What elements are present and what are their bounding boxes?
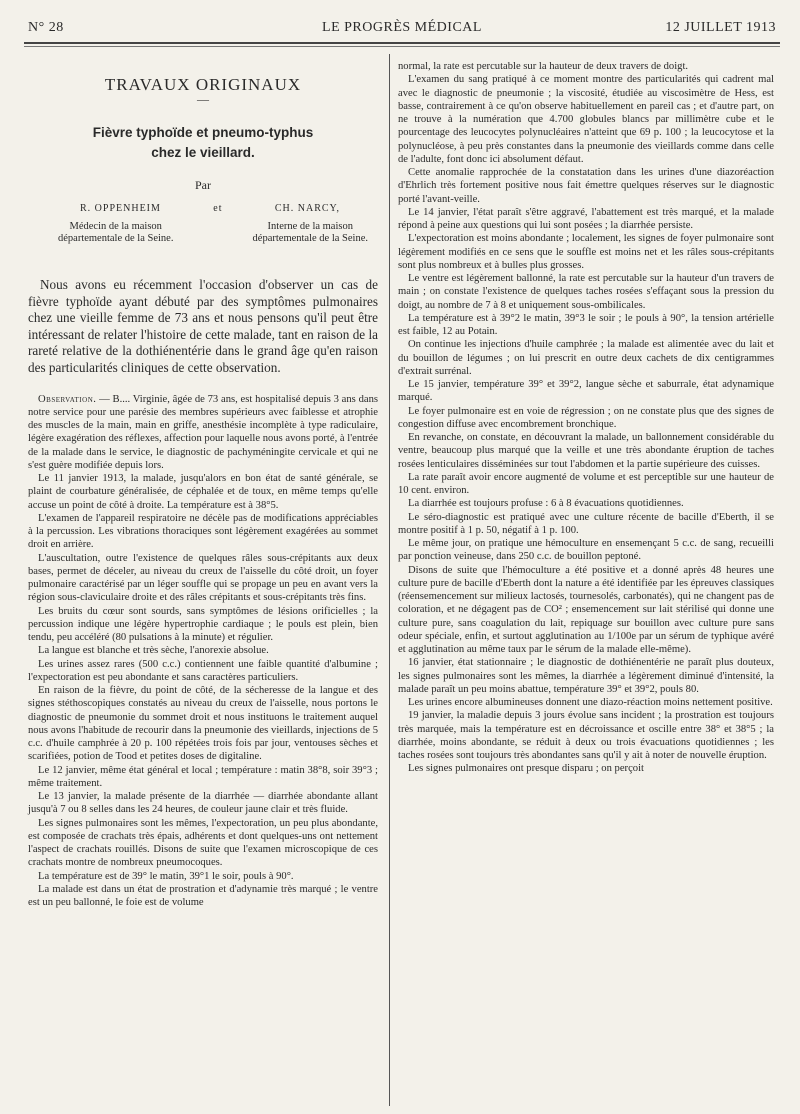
- body-paragraph: 16 janvier, état stationnaire ; le diagnostic de dothiénentérie ne paraît plus douteux, les signes pulmonaires sont les mêmes, la diarrhée a légèrement diminué d'intensité, la malade paraît un peu moins abattue, température 39° et 39°2, pouls 80.: [398, 657, 774, 695]
- body-paragraph: Les urines encore albumineuses donnent une diazo-réaction moins nettement positive.: [408, 697, 773, 708]
- article-title-line1: Fièvre typhoïde et pneumo-typhus: [92, 124, 314, 140]
- body-paragraph: En revanche, on constate, en découvrant la malade, un ballonnement considérable du ventre, beaucoup plus marqué que la veille et une très abondante éruption de taches rosées lenticulaires disséminées sur tout l'abdomen et la partie supérieure des cuisses.: [398, 432, 774, 470]
- body-paragraph: Les signes pulmonaires ont presque disparu ; on perçoit: [408, 763, 644, 775]
- observation-block: [28, 393, 378, 910]
- body-paragraph: Le foyer pulmonaire est en voie de régression ; on ne constate plus que des signes de congestion diffuse avec encombrement bronchique.: [398, 405, 774, 430]
- author-oppenheim: R. OPPENHEIM: [80, 202, 161, 214]
- body-paragraph: La diarrhée est toujours profuse : 6 à 8 évacuations quotidiennes.: [408, 498, 684, 510]
- body-paragraph: Le 12 janvier, même état général et local ; température : matin 38°8, soir 39°3 ; même traitement.: [28, 764, 378, 789]
- affiliation-2-line1: Interne de la maison: [267, 221, 353, 232]
- body-paragraph: La malade est dans un état de prostration et d'adynamie très marqué ; le ventre est un peu ballonné, le foie est de volume: [28, 883, 378, 909]
- article-title-line2: chez le vieillard.: [151, 144, 255, 160]
- header-rule: [24, 42, 780, 47]
- body-paragraph: Les signes pulmonaires sont les mêmes, l'expectoration, un peu plus abondante, est composée de crachats très épais, adhérents et dont quelques-uns ont nettement l'aspect de crachats rouillés. Disons de suite que l'examen microscopique de ces crachats montre de nombreux pneumocoques.: [28, 817, 378, 869]
- body-paragraph: Le même jour, on pratique une hémoculture en ensemençant 5 c.c. de sang, recueilli par ponction veineuse, dans 250 c.c. de bouillon peptoné.: [398, 538, 774, 563]
- byline-par: Par: [195, 177, 211, 192]
- journal-title: LE PROGRÈS MÉDICAL: [322, 20, 482, 35]
- body-paragraph: Le 13 janvier, la malade présente de la diarrhée — diarrhée abondante allant jusqu'à 7 ou 8 selles dans les 24 heures, de couleur jaune clair et très fluide.: [28, 791, 378, 816]
- body-paragraph: L'examen de l'appareil respiratoire ne décèle pas de modifications appréciables à la percussion. Les vibrations thoraciques sont légèrement exagérées au sommet droit en arrière.: [28, 512, 378, 551]
- issue-date: 12 JUILLET 1913: [665, 20, 776, 35]
- body-paragraph: L'auscultation, outre l'existence de quelques râles sous-crépitants aux deux bases, permet de déceler, au niveau du creux de l'aisselle du côté droit, un foyer pulmonaire caractérisé par un léger souffle qui se propage un peu en avant vers la région sous-claviculaire droite et des râles crépitants et sous-crépitants très fins.: [28, 552, 378, 604]
- running-header: [28, 20, 776, 42]
- column-divider: [389, 54, 390, 1106]
- body-paragraph: L'examen du sang pratiqué à ce moment montre des particularités qui cadrent mal avec le diagnostic de pneumonie ; la viscosité, étudiée au viscosimètre de Hess, est basse, contrairement à ce qu'on observe habituellement en pareil cas ; et d'autre part, on ne trouve à la numération que 4.700 globules blancs par millimètre cube et le pourcentage des leucocytes polynucléaires n'atteint que 69 p. 100 ; la leucocytose et la polynucléose, à peu près constantes dans la pneumonie des vieillards comme dans celle de l'adulte, font donc ici absolument défaut.: [398, 74, 774, 165]
- issue-number: N° 28: [28, 20, 64, 35]
- affiliation-1-line1: Médecin de la maison: [69, 221, 162, 232]
- body-paragraph: Cette anomalie rapprochée de la constatation dans les urines d'une diazoréaction d'Ehrlich très fortement positive nous fait émettre quelques réserves sur le diagnostic porté l'avant-veille.: [398, 167, 774, 205]
- affiliation-1: [58, 221, 173, 245]
- observation-paragraph: [28, 393, 378, 473]
- body-paragraph: La rate paraît avoir encore augmenté de volume et est perceptible sur une hauteur de 10 cent. environ.: [398, 471, 774, 496]
- body-paragraph: Le 11 janvier 1913, la malade, jusqu'alors en bon état de santé générale, se plaint de courbature généralisée, de céphalée et de toux, en même temps qu'elle accuse un point de côté à droite. La température est à 38°5.: [28, 473, 378, 511]
- body-paragraph: Le 14 janvier, l'état paraît s'être aggravé, l'abattement est très marqué, et la malade répond à peine aux questions qui lui sont posées ; la diarrhée persiste.: [398, 206, 774, 231]
- observation-text: — B.... Virginie, âgée de 73 ans, est hospitalisé depuis 3 ans dans notre service pour une parésie des membres supérieurs avec faiblesse et atrophie des muscles de la main, main en griffe, anesthésie incomplète à type radiculaire, légère exagération des réflexes, affection pour laquelle nous avons porté, à l'entrée de la malade dans le service, le diagnostic de pachyméningite cervicale et qui ne s'est guère modifiée depuis lors.: [28, 393, 378, 471]
- affiliation-1-line2: départementale de la Seine.: [58, 233, 174, 244]
- body-paragraph: Le 15 janvier, température 39° et 39°2, langue sèche et saburrale, état adynamique marqué.: [398, 379, 774, 404]
- body-paragraph: Le séro-diagnostic est pratiqué avec une culture récente de bacille d'Eberth, il se montre positif à 1 p. 50, négatif à 1 p. 100.: [398, 511, 774, 536]
- body-paragraph: Le ventre est légèrement ballonné, la rate est percutable sur la hauteur d'un travers de main ; on constate l'existence de quelques taches rosées s'effaçant sous la pression du doigt, au nombre de 7 à 8 et uniquement sous-ombilicales.: [398, 273, 774, 311]
- observation-label: Observation.: [38, 393, 97, 405]
- body-paragraph: Disons de suite que l'hémoculture a été positive et a donné après 48 heures une culture pure de bacille d'Eberth dont la nature a été identifiée par les épreuves classiques (réensemencement sur milieux lactosés, tournesolés, carbonatés), qui ne changent pas de coloration, et ne dégagent pas de CO² ; ensemencement sur lait stérilisé qui donne une culture pure, sans coagulation du lait, repiquage sur bouillon avec culture pure sans odeur spéciale, enfin, et surtout agglutination au 1/100e par un sérum de typhique avéré et agglutination au même taux par le sérum de la malade elle-même).: [398, 564, 774, 655]
- affiliation-2: [253, 221, 368, 245]
- affiliations: [28, 221, 378, 245]
- author-narcy: CH. NARCY,: [274, 202, 340, 214]
- body-paragraph: La température est de 39° le matin, 39°1 le soir, pouls à 90°.: [38, 870, 294, 882]
- left-column: [28, 62, 378, 909]
- body-paragraph: Les urines assez rares (500 c.c.) contiennent une faible quantité d'albumine ; l'expectoration est peu abondante et sans caractères particuliers.: [28, 658, 378, 683]
- body-paragraph: On continue les injections d'huile camphrée ; la malade est alimentée avec du lait et du bouillon de légumes ; on lui prescrit en outre deux cachets de dix centigrammes d'extrait surrénal.: [398, 339, 774, 377]
- intro-paragraph: Nous avons eu récemment l'occasion d'observer un cas de fièvre typhoïde ayant débuté par des symptômes pulmonaires chez une vieille femme de 73 ans et nous pensons qu'il peut être intéressant de relater l'histoire de cette malade, tant en raison de la rareté relative de la dothiénentérie dans le grand âge qu'en raison des particularités cliniques de cette observation.: [28, 277, 378, 375]
- body-paragraph: Les bruits du cœur sont sourds, sans symptômes de lésions orificielles ; la percussion indique une légère hypertrophie cardiaque ; le pouls est plein, bien tendu, peu accéléré (80 pulsations à la minute) et régulier.: [28, 605, 378, 644]
- body-paragraph: L'expectoration est moins abondante ; localement, les signes de foyer pulmonaire sont légèrement modifiés en ce sens que le souffle est moins net et les râles sous-crépitants sont plus nombreux et à bulles plus grosses.: [398, 233, 774, 271]
- right-column: [398, 60, 774, 776]
- body-paragraph: En raison de la fièvre, du point de côté, de la sécheresse de la langue et des signes stéthoscopiques constatés au niveau du creux de l'aisselle, nous portons le diagnostic de pneumonie du sommet droit et nous instituons le traitement auquel nous avons l'habitude de recourir dans la pneumonie des vieillards, injections de 5 c.c. d'huile camphrée à 20 p. 100 répétées trois fois par jour, ventouses sèches et scarifiées, potion de Tood et petites doses de digitaline.: [28, 685, 378, 763]
- affiliation-2-line2: départementale de la Seine.: [252, 233, 368, 244]
- section-title: TRAVAUX ORIGINAUX: [104, 75, 302, 94]
- body-paragraph: normal, la rate est percutable sur la hauteur de deux travers de doigt.: [398, 61, 689, 72]
- section-dash: —: [197, 92, 209, 107]
- introduction: [28, 277, 378, 377]
- body-paragraph: 19 janvier, la maladie depuis 3 jours évolue sans incident ; la prostration est toujours très marquée, mais la température est en décroissance et oscille entre 38° et 38°5 ; la diarrhée, moins abondante, se réduit à deux ou trois évacuations quotidiennes ; les taches rosées sont toujours très abondantes sans qu'il y ait à noter de nouvelle éruption.: [398, 710, 774, 761]
- body-paragraph: La langue est blanche et très sèche, l'anorexie absolue.: [38, 645, 269, 657]
- author-conjunction: et: [213, 202, 223, 214]
- authors: [28, 202, 378, 215]
- article-title: [28, 123, 378, 163]
- body-paragraph: La température est à 39°2 le matin, 39°3 le soir ; le pouls à 90°, la tension artérielle est faible, 12 au Potain.: [398, 312, 774, 337]
